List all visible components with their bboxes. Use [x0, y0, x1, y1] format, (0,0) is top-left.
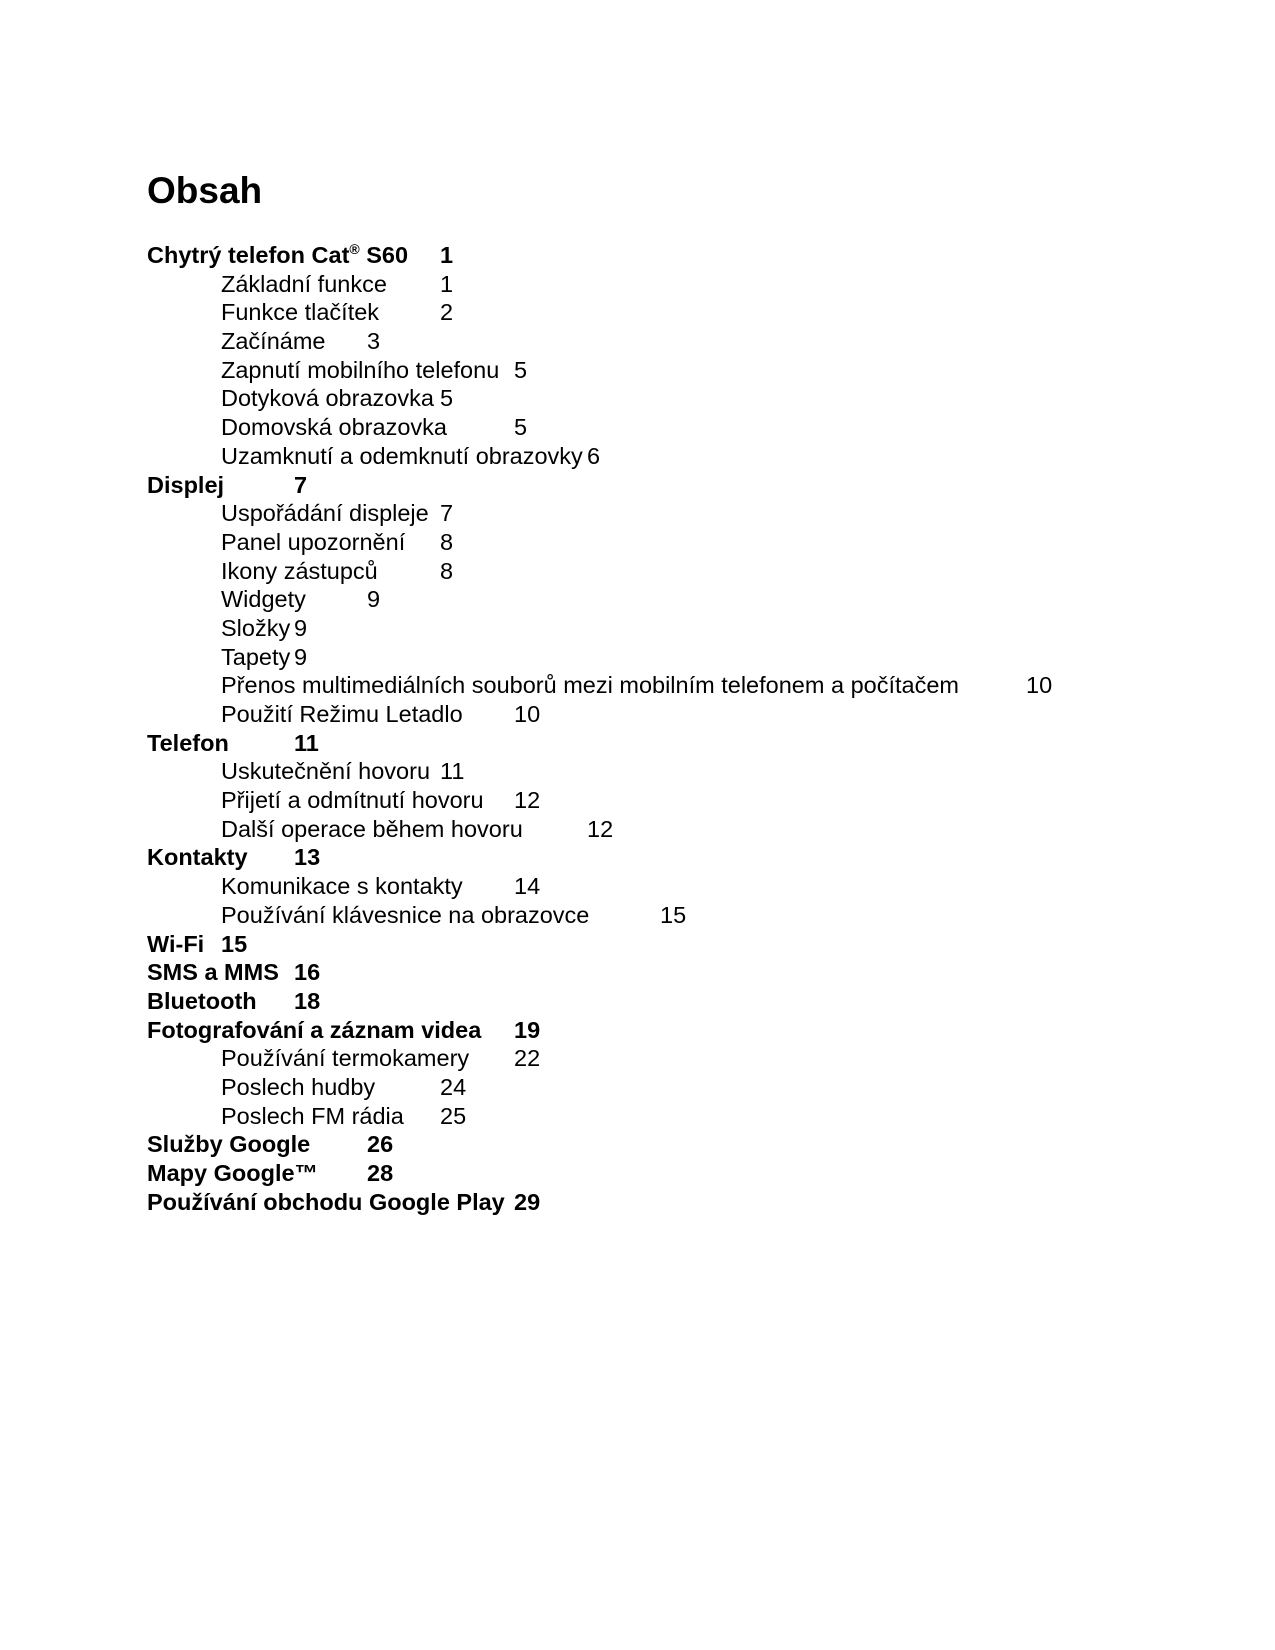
toc-page-number: 25 [440, 1102, 467, 1129]
toc-chapter[interactable] [0, 843, 1275, 872]
toc-section[interactable] [0, 1102, 1275, 1131]
table-of-contents [0, 241, 1275, 1216]
toc-page-number: 5 [514, 356, 528, 383]
toc-entry-label: Použití Režimu Letadlo [221, 701, 463, 727]
toc-page-number: 1 [440, 242, 454, 268]
toc-page-number: 26 [367, 1131, 394, 1158]
toc-entry-label: Mapy Google™ [147, 1160, 319, 1186]
toc-page-number: 3 [367, 328, 381, 355]
toc-page-number: 22 [514, 1045, 541, 1072]
toc-entry-label: Kontakty [147, 844, 248, 871]
toc-chapter[interactable] [0, 1159, 1275, 1188]
toc-section[interactable] [0, 585, 1275, 614]
toc-page-number: 5 [514, 414, 528, 441]
toc-section[interactable] [0, 643, 1275, 672]
toc-section[interactable] [0, 1073, 1275, 1102]
toc-page-number: 29 [514, 1188, 541, 1215]
toc-entry-label: Dotyková obrazovka [221, 385, 434, 412]
toc-entry-label: SMS a MMS [147, 959, 279, 986]
registered-mark: ® [349, 241, 360, 257]
toc-entry-label: Widgety [221, 586, 306, 613]
toc-chapter[interactable] [0, 987, 1275, 1016]
toc-entry-label: Používání termokamery [221, 1045, 470, 1072]
toc-entry-label: Ikony zástupců [221, 557, 378, 584]
toc-entry-label: Poslech hudby [221, 1073, 376, 1100]
toc-section[interactable] [0, 614, 1275, 643]
toc-entry-label: Služby Google [147, 1131, 311, 1158]
toc-entry-label: Používání klávesnice na obrazovce [221, 901, 590, 928]
toc-section[interactable] [0, 872, 1275, 901]
toc-entry-label: Komunikace s kontakty [221, 873, 463, 900]
toc-page-number: 24 [440, 1073, 467, 1100]
toc-entry-label: Základní funkce [221, 270, 387, 297]
toc-page-number: 7 [294, 471, 308, 498]
toc-entry-label: Fotografování a záznam videa [147, 1016, 482, 1043]
toc-page-number: 11 [294, 729, 319, 756]
toc-page-number: 9 [294, 643, 308, 670]
toc-page-number: 8 [440, 528, 454, 555]
toc-section[interactable] [0, 384, 1275, 413]
toc-page-number: 10 [1026, 672, 1053, 699]
toc-page-number: 11 [440, 758, 465, 785]
toc-entry-label: Tapety [221, 643, 291, 670]
toc-page-number: 15 [221, 930, 248, 957]
toc-entry-label: Začínáme [221, 328, 326, 355]
toc-section[interactable] [0, 1044, 1275, 1073]
toc-section[interactable] [0, 671, 1275, 700]
toc-section[interactable] [0, 327, 1275, 356]
toc-page-number: 7 [440, 500, 454, 527]
toc-chapter[interactable] [0, 241, 1275, 270]
toc-section[interactable] [0, 786, 1275, 815]
toc-page-number: 15 [660, 901, 687, 928]
toc-entry-label: Přijetí a odmítnutí hovoru [221, 787, 484, 814]
toc-entry-label: Poslech FM rádia [221, 1102, 404, 1129]
toc-chapter[interactable] [0, 1188, 1275, 1217]
toc-chapter[interactable] [0, 729, 1275, 758]
toc-entry-label: Uskutečnění hovoru [221, 758, 431, 785]
toc-page-number: 16 [294, 959, 321, 986]
toc-page-number: 10 [514, 701, 541, 727]
toc-chapter[interactable] [0, 471, 1275, 500]
toc-entry-label: Používání obchodu Google Play [147, 1188, 505, 1215]
toc-page-number: 28 [367, 1160, 394, 1186]
toc-section[interactable] [0, 557, 1275, 586]
toc-chapter[interactable] [0, 958, 1275, 987]
toc-entry-label-suffix: S60 [359, 242, 409, 268]
toc-entry-label: Složky [221, 614, 291, 641]
toc-page-number: 18 [294, 987, 321, 1014]
toc-section[interactable] [0, 298, 1275, 327]
toc-page-number: 19 [514, 1016, 541, 1043]
toc-section[interactable] [0, 270, 1275, 299]
toc-entry-label: Přenos multimediálních souborů mezi mobilním telefonem a počítačem [221, 672, 959, 699]
toc-section[interactable] [0, 356, 1275, 385]
toc-chapter[interactable] [0, 930, 1275, 959]
toc-entry-label: Panel upozornění [221, 528, 406, 555]
toc-entry-label-text: Chytrý telefon Cat [147, 242, 350, 268]
toc-section[interactable] [0, 901, 1275, 930]
toc-entry-label: Telefon [147, 729, 229, 756]
toc-page-number: 2 [440, 299, 454, 326]
toc-entry-label: Zapnutí mobilního telefonu [221, 356, 500, 383]
toc-entry-label: Uzamknutí a odemknutí obrazovky [221, 442, 583, 469]
toc-section[interactable] [0, 499, 1275, 528]
toc-section[interactable] [0, 700, 1275, 729]
toc-page-number: 13 [294, 844, 321, 871]
toc-entry-label: Domovská obrazovka [221, 414, 447, 441]
toc-section[interactable] [0, 757, 1275, 786]
toc-page-number: 6 [587, 442, 601, 469]
toc-section[interactable] [0, 442, 1275, 471]
page-title: Obsah [147, 170, 263, 211]
toc-section[interactable] [0, 413, 1275, 442]
toc-chapter[interactable] [0, 1016, 1275, 1045]
toc-page-number: 12 [514, 787, 541, 814]
toc-page-number: 12 [587, 815, 614, 842]
toc-page-number: 1 [440, 270, 454, 297]
toc-chapter[interactable] [0, 1130, 1275, 1159]
toc-page-number: 5 [440, 385, 454, 412]
toc-section[interactable] [0, 528, 1275, 557]
toc-page-number: 14 [514, 873, 541, 900]
toc-entry-label [147, 241, 408, 270]
toc-page-number: 9 [367, 586, 381, 613]
toc-entry-label: Displej [147, 471, 225, 498]
toc-entry-label: Další operace během hovoru [221, 815, 523, 842]
toc-page-number: 9 [294, 614, 308, 641]
toc-entry-label: Wi-Fi [147, 930, 205, 957]
toc-page-number: 8 [440, 557, 454, 584]
toc-entry-label: Bluetooth [147, 987, 257, 1014]
toc-entry-label: Funkce tlačítek [221, 299, 380, 326]
toc-section[interactable] [0, 815, 1275, 844]
toc-entry-label: Uspořádání displeje [221, 500, 429, 527]
